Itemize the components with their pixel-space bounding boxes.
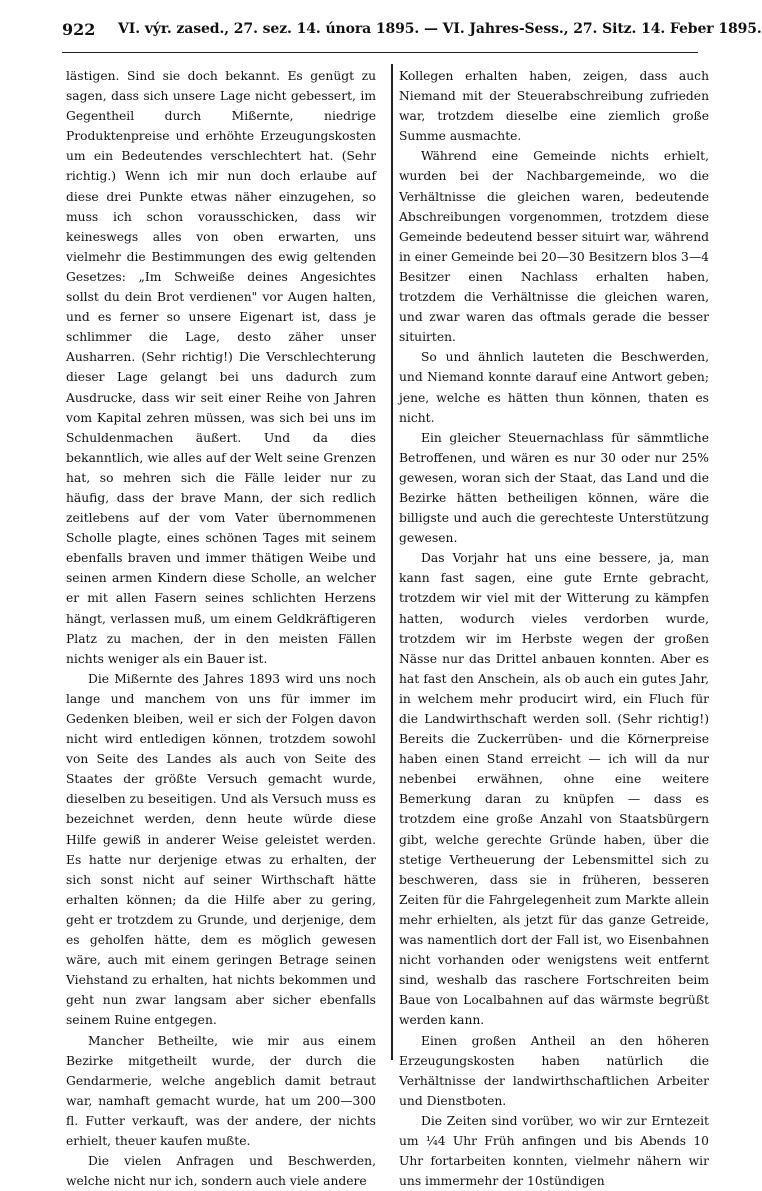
page-header [62, 20, 762, 44]
column-divider [391, 64, 393, 1060]
left-column [66, 66, 376, 1189]
header-rule [62, 52, 698, 53]
paragraph: Die vielen Anfragen und Beschwerden, welche nicht nur ich, sondern auch viele andere [66, 1154, 376, 1189]
paragraph: Die Mißernte des Jahres 1893 wird uns noch lange und manchem von uns für immer im Gedenken bleiben, weil er sich der Folgen davon nicht wird entledigen können, trotzdem sowohl von Seite des Landes als auch von Seite des Staates der größte Versuch gemacht wurde, dieselben zu beseitigen. Und als Versuch muss es bezeichnet werden, denn heute würde diese Hilfe gewiß in anderer Weise geleistet werden. Es hatte nur derjenige etwas zu erhalten, der sich sonst nicht auf seiner Wirthschaft hätte erhalten können; da die Hilfe aber zu gering, geht er trotzdem zu Grunde, und derjenige, dem es geholfen hätte, dem es möglich gewesen wäre, auch mit einem geringen Betrage seinen Viehstand zu erhalten, hat nichts bekommen und geht nun zwar langsam aber sicher ebenfalls seinem Ruine entgegen. [66, 671, 376, 1028]
paragraph: Während eine Gemeinde nichts erhielt, wurden bei der Nachbargemeinde, wo die Verhältnisse die gleichen waren, bedeutende Abschreibungen vorgenommen, trotzdem diese Gemeinde bedeutend besser situirt war, während in einer Gemeinde bei 20—30 Besitzern blos 3—4 Besitzer einen Nachlass erhalten haben, trotzdem die Verhältnisse die gleichen waren, und zwar waren das oftmals gerade die besser situirten. [399, 149, 709, 345]
running-title: VI. výr. zased., 27. sez. 14. února 1895. — VI. Jahres-Sess., 27. Sitz. 14. Feber 1895. [118, 21, 762, 37]
right-column [399, 66, 709, 1189]
paragraph: Ein gleicher Steuernachlass für sämmtliche Betroffenen, und wären es nur 30 oder nur 25% gewesen, woran sich der Staat, das Land und die Bezirke hätten betheiligen können, wäre die billigste und auch die gerechteste Unterstützung gewesen. [399, 430, 709, 546]
paragraph: lästigen. Sind sie doch bekannt. Es genügt zu sagen, dass sich unsere Lage nicht gebessert, im Gegentheil durch Mißernte, niedrige Produktenpreise und erhöhte Erzeugungskosten um ein Bedeutendes verschlechtert hat. (Sehr richtig.) Wenn ich mir nun doch erlaube auf diese drei Punkte etwas näher einzugehen, so muss ich schon vorausschicken, dass wir keineswegs alles von oben erwarten, uns vielmehr die Bestimmungen des ewig geltenden Gesetzes: „Im Schweiße deines Angesichtes sollst du dein Brot verdienen" vor Augen halten, und es ferner so unsere Eigenart ist, dass je schlimmer die Lage, desto zäher unser Ausharren. (Sehr richtig!) Die Verschlechterung dieser Lage gelangt bei uns dadurch zum Ausdrucke, dass wir seit einer Reihe von Jahren vom Kapital zehren müssen, was sich bei uns im Schuldenmachen äußert. Und da dies bekanntlich, wie alles auf der Welt seine Grenzen hat, so mehren sich die Fälle leider nur zu häufig, dass der brave Mann, der sich redlich zeitlebens auf der vom Vater übernommenen Scholle plagte, eines schönen Tages mit seinem ebenfalls braven und immer thätigen Weibe und seinen armen Kindern diese Scholle, an welcher er mit allen Fasern seines schlichten Herzens hängt, verlassen muß, um einem Geldkräftigeren Platz zu machen, der in den meisten Fällen nichts weniger als ein Bauer ist. [66, 69, 376, 666]
paragraph: Das Vorjahr hat uns eine bessere, ja, man kann fast sagen, eine gute Ernte gebracht, trotzdem wir viel mit der Witterung zu kämpfen hatten, wodurch vieles verdorben wurde, trotzdem wir im Herbste wegen der großen Nässe nur das Drittel anbauen konnten. Aber es hat fast den Anschein, als ob auch ein gutes Jahr, in welchem mehr producirt wird, ein Fluch für die Landwirthschaft werden soll. (Sehr richtig!) Bereits die Zuckerrüben- und die Körnerpreise haben einen Stand erreicht — ich will da nur nebenbei erwähnen, ohne eine weitere Bemerkung daran zu knüpfen — dass es trotzdem eine große Anzahl von Staatsbürgern gibt, welche gerechte Gründe haben, über die stetige Vertheuerung der Lebensmittel sich zu beschweren, dass sie in früheren, besseren Zeiten für die Fahrgelegenheit zum Markte allein mehr erhielten, als jetzt für das ganze Getreide, was namentlich dort der Fall ist, wo Eisenbahnen nicht vorhanden oder wenigstens weit entfernt sind, weshalb das raschere Fortschreiten beim Baue von Localbahnen auf das wärmste begrüßt werden kann. [399, 551, 709, 1028]
page-number: 922 [62, 20, 96, 39]
paragraph: Einen großen Antheil an den höheren Erzeugungskosten haben natürlich die Verhältnisse der landwirthschaftlichen Arbeiter und Dienstboten. [399, 1033, 709, 1108]
paragraph: So und ähnlich lauteten die Beschwerden, und Niemand konnte darauf eine Antwort geben; jene, welche es hätten thun können, thaten es nicht. [399, 350, 709, 425]
paragraph: Mancher Betheilte, wie mir aus einem Bezirke mitgetheilt wurde, der durch die Gendarmerie, welche angeblich damit betraut war, namhaft gemacht wurde, hat um 200—300 fl. Futter verkauft, was der andere, der nichts erhielt, theuer kaufen mußte. [66, 1033, 376, 1148]
paragraph: Die Zeiten sind vorüber, wo wir zur Erntezeit um ¼4 Uhr Früh anfingen und bis Abends 10 Uhr fortarbeiten konnten, vielmehr nähern wir uns immermehr der 10stündigen [399, 1113, 709, 1189]
paragraph: Kollegen erhalten haben, zeigen, dass auch Niemand mit der Steuerabschreibung zufrieden war, trotzdem dieselbe eine ziemlich große Summe ausmachte. [399, 69, 709, 144]
